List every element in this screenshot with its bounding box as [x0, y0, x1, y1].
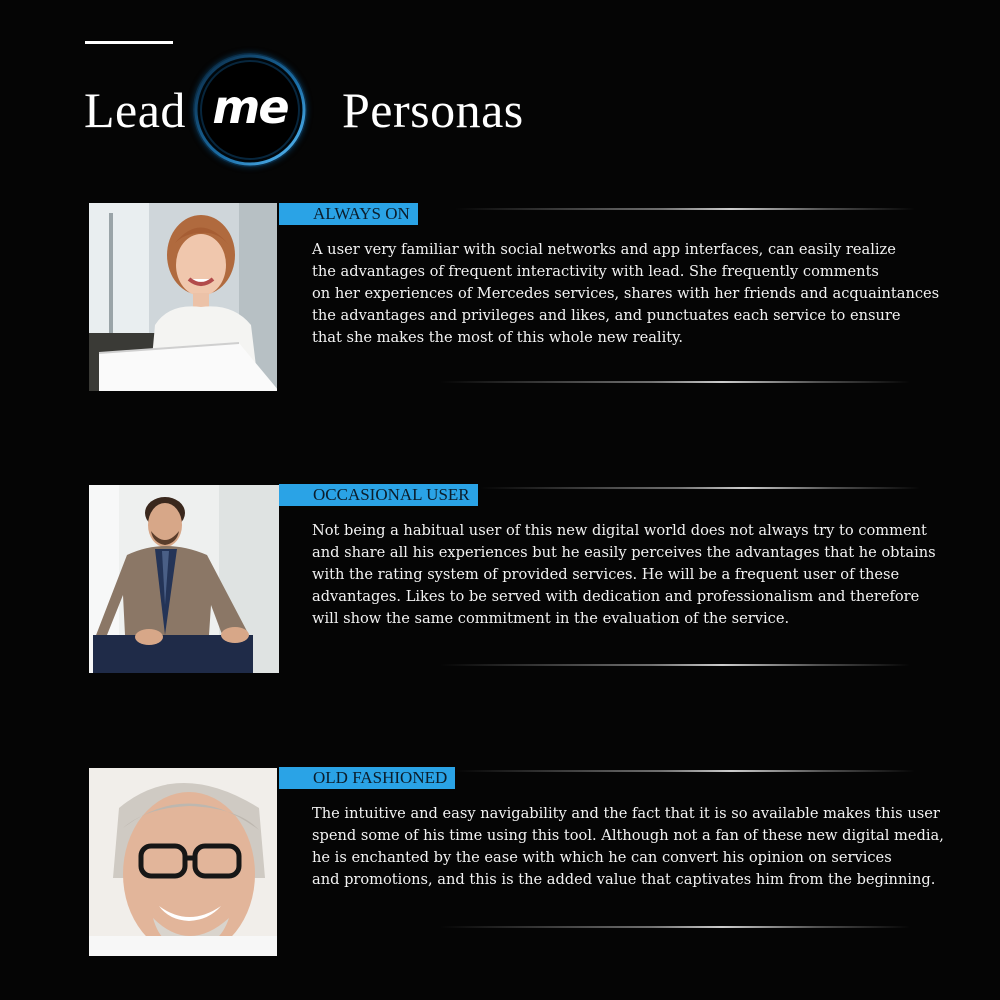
description-line: on her experiences of Mercedes services, shares with her friends and acquaintances — [312, 285, 940, 302]
woman-portrait-photo — [89, 203, 277, 391]
description-line: will show the same commitment in the evaluation of the service. — [312, 610, 790, 627]
persona-tag: ALWAYS ON — [279, 203, 418, 225]
persona-description — [312, 239, 952, 349]
description-line: the advantages of frequent interactivity with lead. She frequently comments — [312, 263, 879, 280]
persona-description — [312, 803, 952, 891]
divider-top — [455, 770, 915, 772]
description-line: he is enchanted by the ease with which he can convert his opinion on services — [312, 849, 892, 866]
senior-man-portrait-photo — [89, 768, 277, 956]
title-lead: Lead — [84, 82, 186, 138]
title-personas: Personas — [342, 82, 524, 138]
businessman-portrait-photo — [89, 485, 279, 673]
header-accent-rule — [85, 41, 173, 44]
divider-bottom — [440, 381, 910, 383]
description-line: with the rating system of provided services. He will be a frequent user of these — [312, 566, 900, 583]
description-line: that she makes the most of this whole new reality. — [312, 329, 684, 346]
description-line: A user very familiar with social networks and app interfaces, can easily realize — [312, 241, 896, 258]
logo-text: me — [212, 80, 288, 134]
persona-tag: OCCASIONAL USER — [279, 484, 478, 506]
description-line: and share all his experiences but he easily perceives the advantages that he obtains — [312, 544, 936, 561]
persona-description — [312, 520, 952, 630]
divider-top — [455, 208, 915, 210]
description-line: advantages. Likes to be served with dedication and professionalism and therefore — [312, 588, 920, 605]
divider-bottom — [440, 926, 910, 928]
description-line: spend some of his time using this tool. Although not a fan of these new digital media, — [312, 827, 944, 844]
persona-tag: OLD FASHIONED — [279, 767, 455, 789]
description-line: and promotions, and this is the added value that captivates him from the beginning. — [312, 871, 936, 888]
divider-top — [480, 487, 920, 489]
description-line: The intuitive and easy navigability and the fact that it is so available makes this user — [312, 805, 940, 822]
lead-me-logo — [193, 53, 307, 167]
description-line: Not being a habitual user of this new digital world does not always try to comment — [312, 522, 927, 539]
description-line: the advantages and privileges and likes, and punctuates each service to ensure — [312, 307, 901, 324]
divider-bottom — [440, 664, 910, 666]
